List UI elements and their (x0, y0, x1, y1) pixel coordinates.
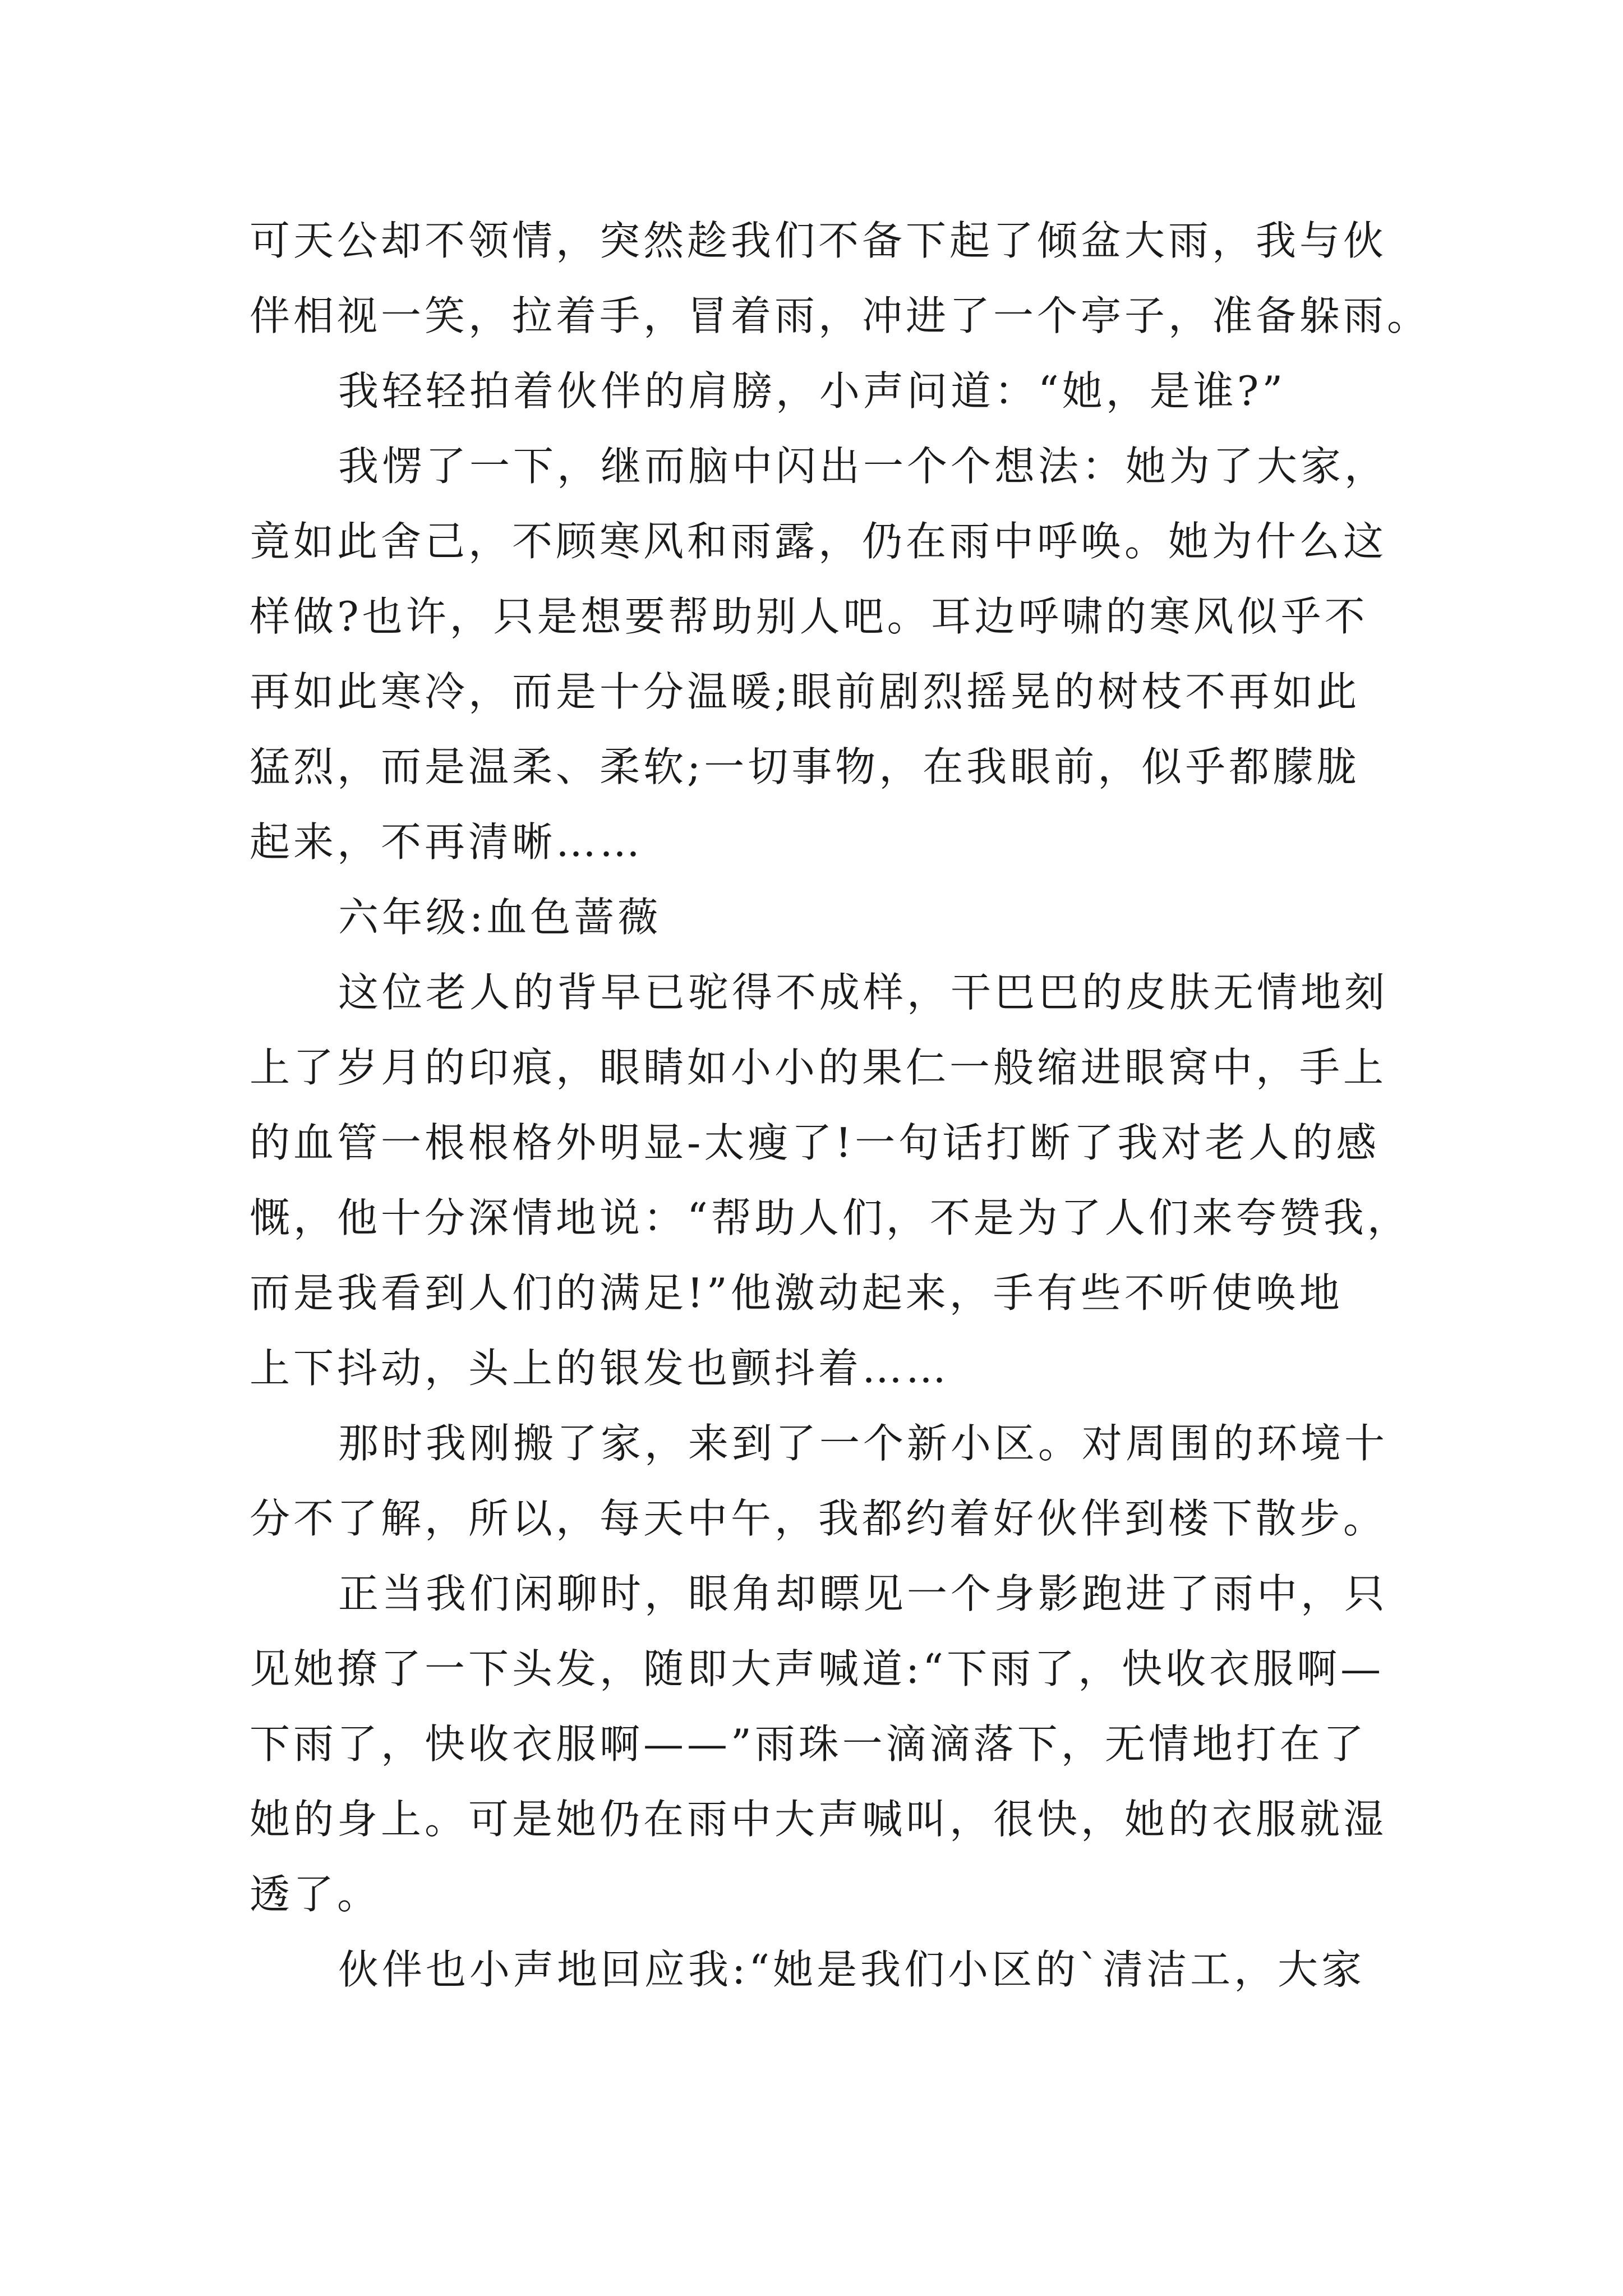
text-line: 这位老人的背早已驼得不成样，干巴巴的皮肤无情地刻 (338, 969, 1389, 1016)
text-line: 慨，他十分深情地说：“帮助人们，不是为了人们来夸赞我， (250, 1194, 1411, 1241)
text-line: 下雨了，快收衣服啊——”雨珠一滴滴落下，无情地打在了 (250, 1720, 1367, 1768)
text-line: 的血管一根根格外明显-太瘦了!一句话打断了我对老人的感 (250, 1119, 1380, 1166)
text-line: 那时我刚搬了家，来到了一个新小区。对周围的环境十 (338, 1420, 1389, 1467)
text-line: 见她撩了一下头发，随即大声喊道:“下雨了，快收衣服啊— (250, 1645, 1385, 1692)
text-line: 而是我看到人们的满足!”他激动起来，手有些不听使唤地 (250, 1269, 1343, 1317)
text-line: 再如此寒冷，而是十分温暖;眼前剧烈摇晃的树枝不再如此 (250, 668, 1361, 715)
text-line: 猛烈，而是温柔、柔软;一切事物，在我眼前，似乎都朦胧 (250, 743, 1361, 790)
text-line: 起来，不再清晰…… (250, 818, 644, 866)
section-heading: 六年级:血色蔷薇 (338, 894, 662, 941)
text-line: 样做?也许，只是想要帮助别人吧。耳边呼啸的寒风似乎不 (250, 593, 1368, 640)
text-line: 可天公却不领情，突然趁我们不备下起了倾盆大雨，我与伙 (250, 217, 1387, 264)
text-line: 透了。 (250, 1871, 381, 1918)
text-line: 我愣了一下，继而脑中闪出一个个想法：她为了大家， (338, 443, 1389, 490)
text-line: 上下抖动，头上的银发也颤抖着…… (250, 1345, 950, 1392)
text-line: 伙伴也小声地回应我:“她是我们小区的`清洁工，大家 (338, 1946, 1366, 1993)
text-line: 竟如此舍己，不顾寒风和雨露，仍在雨中呼唤。她为什么这 (250, 518, 1387, 565)
body-text (250, 203, 1431, 2007)
text-line: 正当我们闲聊时，眼角却瞟见一个身影跑进了雨中，只 (338, 1570, 1389, 1617)
text-line: 分不了解，所以，每天中午，我都约着好伙伴到楼下散步。 (250, 1495, 1387, 1542)
text-line: 上了岁月的印痕，眼睛如小小的果仁一般缩进眼窝中，手上 (250, 1044, 1387, 1091)
text-line: 她的身上。可是她仍在雨中大声喊叫，很快，她的衣服就湿 (250, 1796, 1387, 1843)
text-line: 伴相视一笑，拉着手，冒着雨，冲进了一个亭子，准备躲雨。 (250, 292, 1431, 339)
text-line: 我轻轻拍着伙伴的肩膀，小声问道：“她，是谁?” (338, 367, 1287, 415)
